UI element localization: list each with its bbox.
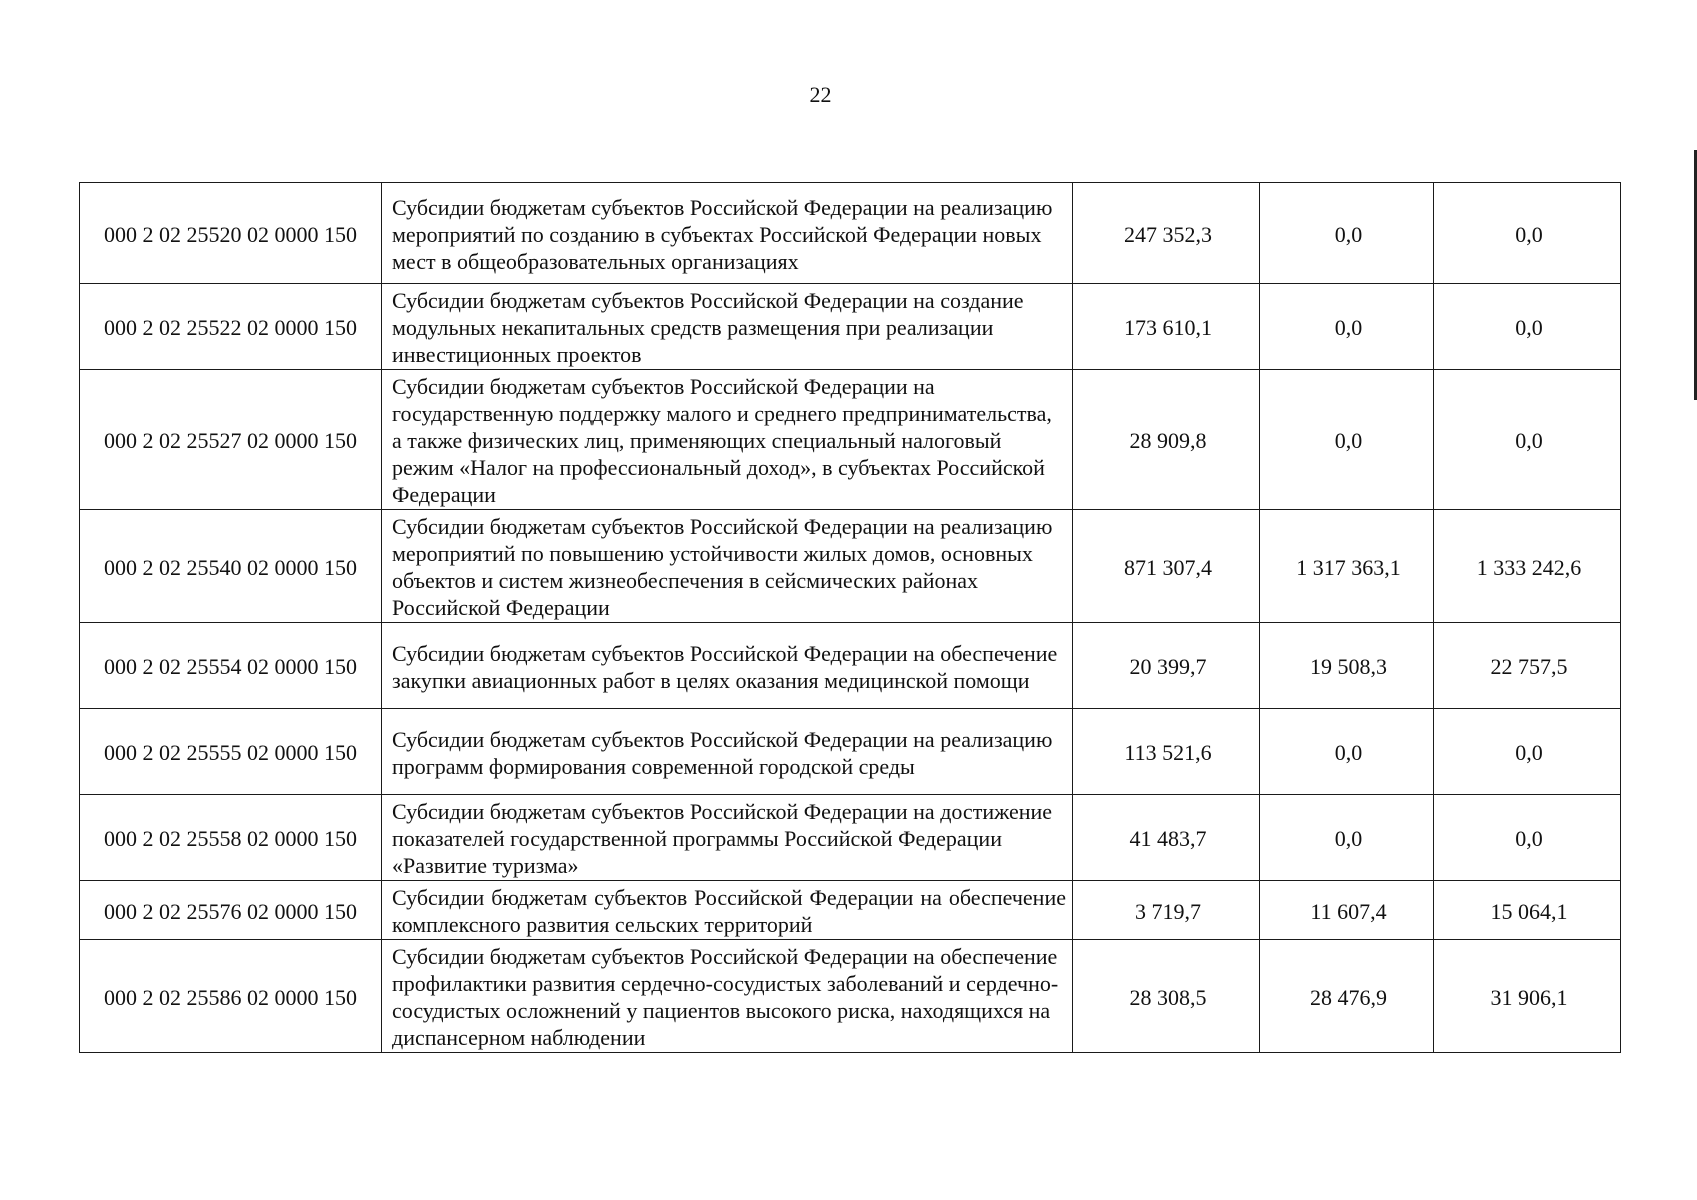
description-cell: Субсидии бюджетам субъектов Российской Федерации на государственную поддержку малого и среднего предпринимательства, а также физических лиц, применяющих специальный налоговый режим «Налог на профессиональный доход», в субъектах Российской Федерации [382,370,1073,510]
table-row [80,370,1621,510]
description-cell: Субсидии бюджетам субъектов Российской Федерации на реализацию мероприятий по созданию в субъектах Российской Федерации новых мест в общеобразовательных организациях [382,183,1073,284]
amount-year-3-cell: 0,0 [1434,183,1621,284]
table-row [80,795,1621,881]
description-cell: Субсидии бюджетам субъектов Российской Федерации на обеспечение закупки авиационных работ в целях оказания медицинской помощи [382,623,1073,709]
amount-year-2-cell: 0,0 [1260,284,1434,370]
amount-year-2-cell: 11 607,4 [1260,881,1434,940]
description-cell: Субсидии бюджетам субъектов Российской Федерации на достижение показателей государственной программы Российской Федерации «Развитие туризма» [382,795,1073,881]
budget-code-cell: 000 2 02 25520 02 0000 150 [80,183,382,284]
table-row [80,940,1621,1053]
amount-year-1-cell: 41 483,7 [1073,795,1260,881]
amount-year-2-cell: 19 508,3 [1260,623,1434,709]
description-cell: Субсидии бюджетам субъектов Российской Федерации на обеспечение профилактики развития сердечно-сосудистых заболеваний и сердечно-сосудистых осложнений у пациентов высокого риска, находящихся на диспансерном наблюдении [382,940,1073,1053]
amount-year-3-cell: 15 064,1 [1434,881,1621,940]
table-row [80,709,1621,795]
page-number: 22 [809,82,832,107]
amount-year-1-cell: 20 399,7 [1073,623,1260,709]
budget-code-cell: 000 2 02 25576 02 0000 150 [80,881,382,940]
budget-revenue-table [79,182,1621,1053]
amount-year-3-cell: 1 333 242,6 [1434,510,1621,623]
amount-year-1-cell: 28 308,5 [1073,940,1260,1053]
budget-code-cell: 000 2 02 25554 02 0000 150 [80,623,382,709]
description-cell: Субсидии бюджетам субъектов Российской Федерации на реализацию мероприятий по повышению устойчивости жилых домов, основных объектов и систем жизнеобеспечения в сейсмических районах Российской Федерации [382,510,1073,623]
amount-year-1-cell: 173 610,1 [1073,284,1260,370]
amount-year-1-cell: 871 307,4 [1073,510,1260,623]
amount-year-2-cell: 0,0 [1260,370,1434,510]
budget-code-cell: 000 2 02 25522 02 0000 150 [80,284,382,370]
table-row [80,183,1621,284]
amount-year-2-cell: 0,0 [1260,183,1434,284]
table-row [80,881,1621,940]
amount-year-2-cell: 0,0 [1260,709,1434,795]
budget-code-cell: 000 2 02 25540 02 0000 150 [80,510,382,623]
table-row [80,284,1621,370]
amount-year-1-cell: 247 352,3 [1073,183,1260,284]
amount-year-3-cell: 0,0 [1434,284,1621,370]
amount-year-1-cell: 3 719,7 [1073,881,1260,940]
amount-year-1-cell: 113 521,6 [1073,709,1260,795]
budget-code-cell: 000 2 02 25527 02 0000 150 [80,370,382,510]
amount-year-2-cell: 28 476,9 [1260,940,1434,1053]
table-row [80,623,1621,709]
amount-year-3-cell: 0,0 [1434,709,1621,795]
amount-year-2-cell: 0,0 [1260,795,1434,881]
budget-code-cell: 000 2 02 25555 02 0000 150 [80,709,382,795]
amount-year-3-cell: 22 757,5 [1434,623,1621,709]
amount-year-3-cell: 0,0 [1434,795,1621,881]
description-cell: Субсидии бюджетам субъектов Российской Федерации на обеспечение комплексного развития сельских территорий [382,881,1073,940]
amount-year-1-cell: 28 909,8 [1073,370,1260,510]
budget-code-cell: 000 2 02 25586 02 0000 150 [80,940,382,1053]
table-row [80,510,1621,623]
amount-year-3-cell: 31 906,1 [1434,940,1621,1053]
budget-code-cell: 000 2 02 25558 02 0000 150 [80,795,382,881]
amount-year-2-cell: 1 317 363,1 [1260,510,1434,623]
description-cell: Субсидии бюджетам субъектов Российской Федерации на реализацию программ формирования современной городской среды [382,709,1073,795]
amount-year-3-cell: 0,0 [1434,370,1621,510]
description-cell: Субсидии бюджетам субъектов Российской Федерации на создание модульных некапитальных средств размещения при реализации инвестиционных проектов [382,284,1073,370]
